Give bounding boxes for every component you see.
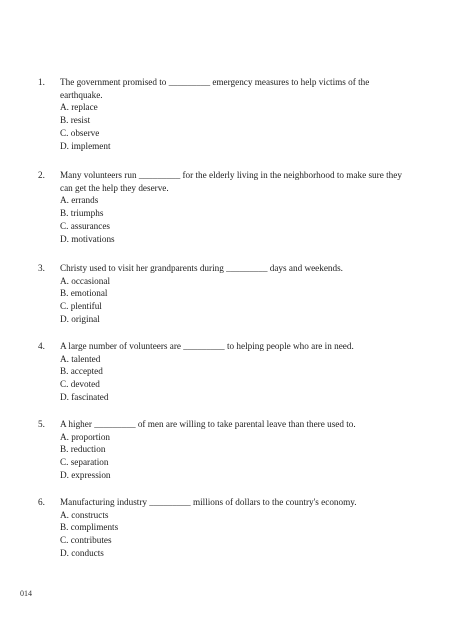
option-b: B. resist <box>60 115 91 126</box>
question-stem <box>38 340 408 353</box>
question-2 <box>38 169 408 245</box>
options-list <box>60 509 408 560</box>
option-c: C. observe <box>60 127 100 138</box>
option-c: C. separation <box>60 457 109 468</box>
option-d: D. implement <box>60 140 111 151</box>
options-list <box>60 101 408 152</box>
option-b: B. triumphs <box>60 208 104 219</box>
option-b: B. accepted <box>60 366 103 377</box>
option-a: A. constructs <box>60 509 109 520</box>
options-list <box>60 431 408 482</box>
question-stem <box>38 418 408 431</box>
question-text: A higher _________ of men are willing to take parental leave than there used to. <box>60 419 356 429</box>
question-text: Christy used to visit her grandparents during _________ days and weekends. <box>60 263 343 273</box>
option-d: D. motivations <box>60 233 115 244</box>
question-text: Many volunteers run _________ for the elderly living in the neighborhood to make sure they can get the help they deserve. <box>60 170 402 193</box>
option-a: A. talented <box>60 353 101 364</box>
option-c: C. plentiful <box>60 301 102 312</box>
question-number: 4. <box>38 341 45 351</box>
question-stem <box>38 496 408 509</box>
question-4 <box>38 340 408 404</box>
options-list <box>60 275 408 326</box>
option-c: C. assurances <box>60 220 111 231</box>
question-text: A large number of volunteers are _________ to helping people who are in need. <box>60 341 354 351</box>
question-text: The government promised to _________ emergency measures to help victims of the earthquake. <box>60 77 370 100</box>
question-number: 3. <box>38 263 45 273</box>
options-list <box>60 353 408 404</box>
question-number: 1. <box>38 77 45 87</box>
option-c: C. devoted <box>60 379 100 390</box>
question-number: 2. <box>38 170 45 180</box>
option-c: C. contributes <box>60 535 112 546</box>
option-d: D. expression <box>60 469 111 480</box>
question-stem <box>38 76 408 101</box>
question-number: 6. <box>38 497 45 507</box>
option-d: D. original <box>60 313 100 324</box>
option-b: B. emotional <box>60 288 108 299</box>
question-1 <box>38 76 408 152</box>
question-3 <box>38 262 408 326</box>
option-b: B. compliments <box>60 522 119 533</box>
option-a: A. errands <box>60 195 99 206</box>
option-a: A. replace <box>60 102 98 113</box>
question-number: 5. <box>38 419 45 429</box>
option-d: D. fascinated <box>60 391 109 402</box>
option-b: B. reduction <box>60 444 106 455</box>
option-a: A. occasional <box>60 275 111 286</box>
question-stem <box>38 169 408 194</box>
option-a: A. proportion <box>60 431 111 442</box>
question-stem <box>38 262 408 275</box>
question-6 <box>38 496 408 560</box>
option-d: D. conducts <box>60 547 104 558</box>
question-5 <box>38 418 408 482</box>
options-list <box>60 194 408 245</box>
question-text: Manufacturing industry _________ millions of dollars to the country's economy. <box>60 497 357 507</box>
page-number: 014 <box>20 589 32 598</box>
